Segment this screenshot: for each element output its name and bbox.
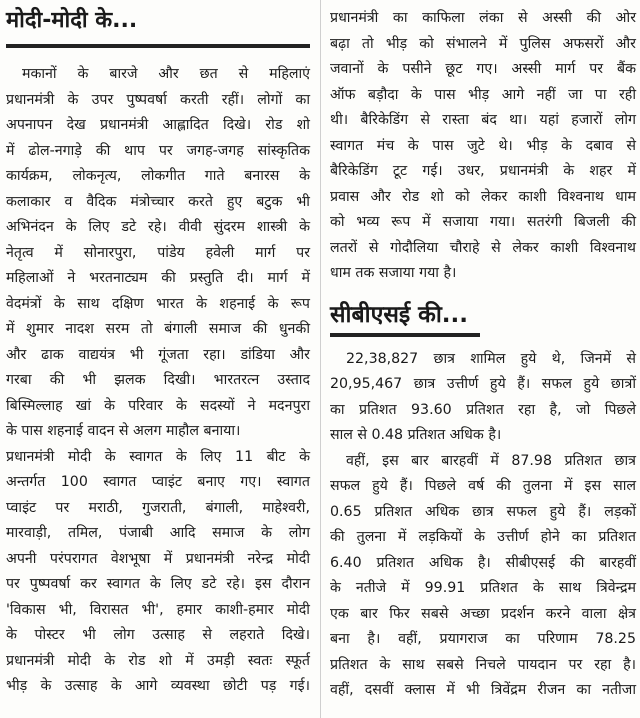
text-line: वहीं, इस बार बारहवीं में 87.98 प्रतिशत छात्र xyxy=(346,452,636,469)
text-line: स्वागत मंच के पास जुटे थे। भीड़ के दबाव से xyxy=(330,137,636,154)
text-line: प्रधानमंत्री के उपर पुष्पवर्षा करती रहीं। लोगों का xyxy=(6,91,310,108)
text-line: पर पुष्पवर्षा कर स्वागत के लिए डटे रहे। इस दौरान xyxy=(6,576,310,592)
article-heading-modi: मोदी-मोदी के... xyxy=(6,8,138,33)
text-line: बिस्मिल्लाह खां के परिवार के सदस्यों ने मदनपुरा xyxy=(6,397,310,414)
text-line: प्वाइंट पर मराठी, गुजराती, बंगाली, माहेश्वरी, xyxy=(6,499,310,516)
text-line: में ढोल-नगाड़े की थाप पर जगह-जगह सांस्कृतिक xyxy=(6,142,310,159)
text-line: प्रतिशत के साथ सबसे निचले पायदान पर रहा है। xyxy=(330,656,636,673)
text-line: के नतीजे में 99.91 प्रतिशत के साथ त्रिवेन्द्रम xyxy=(330,580,636,596)
text-line: की तुलना में लड़कियों के उत्तीर्ण होने का प्रतिशत xyxy=(330,529,636,545)
text-line: महिलाओं ने भरतनाट्यम की प्रस्तुति दी। मार्ग में xyxy=(6,270,310,286)
text-line: कलाकार व वैदिक मंत्रोच्चार करते हुए बटुक भी xyxy=(6,193,310,210)
text-line: अपनी परंपरागत वेशभूषा में प्रधानमंत्री नरेन्द्र मोदी xyxy=(6,550,310,567)
left-body xyxy=(6,62,310,700)
text-line: गरबा की भी झलक दिखी। भारतरत्न उस्ताद xyxy=(6,372,310,388)
text-line: अपनापन देख प्रधानमंत्री आह्लादित दिखे। रोड शो xyxy=(6,117,310,133)
text-line: ऑफ बड़ौदा के पास भीड़ आगे नहीं जा पा रही xyxy=(330,86,636,103)
text-line: वेदमंत्रों के साथ दक्षिण भारत के शहनाई के रूप xyxy=(6,295,310,312)
text-line: प्रधानमंत्री मोदी के स्वागत के लिए 11 बीट के xyxy=(6,448,310,465)
text-line: प्रधानमंत्री का काफिला लंका से अस्सी की ओर xyxy=(330,10,636,26)
article-heading-cbse: सीबीएसई की... xyxy=(330,301,468,328)
text-line: जवानों के पसीने छूट गए। अस्सी मार्ग पर बैंक xyxy=(330,61,636,77)
text-line: के पास शहनाई वादन से अलग माहौल बनाया। xyxy=(6,423,241,439)
text-line: अन्तर्गत 100 स्वागत प्वाइंट बनाए गए। स्वागत xyxy=(6,474,310,490)
text-line: 22,38,827 छात्र शामिल हुये थे, जिनमें से xyxy=(346,350,636,367)
left-column xyxy=(0,0,318,700)
right-column xyxy=(326,0,640,704)
text-line: मकानों के बारजे और छत से महिलाएं xyxy=(22,66,310,82)
text-line: वहीं, दसवीं क्लास में भी त्रिवेंद्रम रीजन का नतीजा xyxy=(330,682,636,698)
text-line: कार्यक्रम, लोकनृत्य, लोकगीत गाते बनारस के xyxy=(6,168,310,184)
text-line: मारवाड़ी, तमिल, पंजाबी आदि समाज के लोग xyxy=(6,525,310,541)
text-line: बैरिकेडिंग टूट गई। उधर, प्रधानमंत्री के शहर में xyxy=(330,163,636,179)
text-line: सफल हुये हैं। पिछले वर्ष की तुलना में इस साल xyxy=(330,478,636,494)
text-line: 'विकास भी, विरासत भी', हमार काशी-हमार मोदी xyxy=(6,601,310,618)
text-line: धाम तक सजाया गया है। xyxy=(330,265,457,281)
column-divider xyxy=(320,0,321,718)
text-line: बढ़ा तो भीड़ को संभालने में पुलिस अफसरों और xyxy=(330,35,636,52)
right-body-top xyxy=(330,6,636,287)
text-line: को भव्य रूप में सजाया गया। सतरंगी बिजली की xyxy=(330,214,636,230)
right-body-bottom xyxy=(330,347,636,704)
text-line: नेतृत्व में सोनारपुरा, पांडेय हवेली मार्ग पर xyxy=(6,244,310,261)
text-line: 6.40 प्रतिशत अधिक है। सीबीएसई की बारहवीं xyxy=(330,554,636,571)
text-line: और ढाक वाद्ययंत्र भी गूंजता रहा। डांडिया और xyxy=(6,346,310,363)
text-line: लतरों से गोदौलिया चौराहे से लेकर काशी विश्वनाथ xyxy=(330,239,636,256)
text-line: भीड़ के उत्साह के आगे व्यवस्था छोटी पड़ गई। xyxy=(6,678,310,694)
text-line: साल से 0.48 प्रतिशत अधिक है। xyxy=(330,427,502,443)
text-line: के पोस्टर भी लोग उत्साह से लहराते दिखे। xyxy=(6,627,310,643)
text-line: अभिनंदन के लिए डटे रहे। वीवी सुंदरम शास्त्री के xyxy=(6,219,310,235)
text-line: प्रवास और रोड शो को लेकर काशी विश्वनाथ धाम xyxy=(330,188,636,205)
text-line: प्रधानमंत्री मोदी के रोड शो में उमड़ी स्वतः स्फूर्त xyxy=(6,652,310,669)
text-line: एक बार फिर सबसे अच्छा प्रदर्शन करने वाला क्षेत्र xyxy=(330,605,636,622)
heading-rule xyxy=(330,333,480,337)
text-line: का प्रतिशत 93.60 प्रतिशत रहा है, जो पिछले xyxy=(330,401,636,418)
heading-rule xyxy=(6,44,310,48)
text-line: में शुमार नादश सरम तो बंगाली समाज की धुनकी xyxy=(6,321,310,337)
text-line: 20,95,467 छात्र उत्तीर्ण हुये हैं। सफल हुये छात्रों xyxy=(330,376,636,392)
text-line: बना है। वहीं, प्रयागराज का परिणाम 78.25 xyxy=(330,631,636,647)
text-line: 0.65 प्रतिशत अधिक छात्र सफल हुये हैं। लड़कों xyxy=(330,503,636,520)
text-line: थी। बैरिकेडिंग से रास्ता बंद था। यहां हजारों लोग xyxy=(330,112,636,128)
